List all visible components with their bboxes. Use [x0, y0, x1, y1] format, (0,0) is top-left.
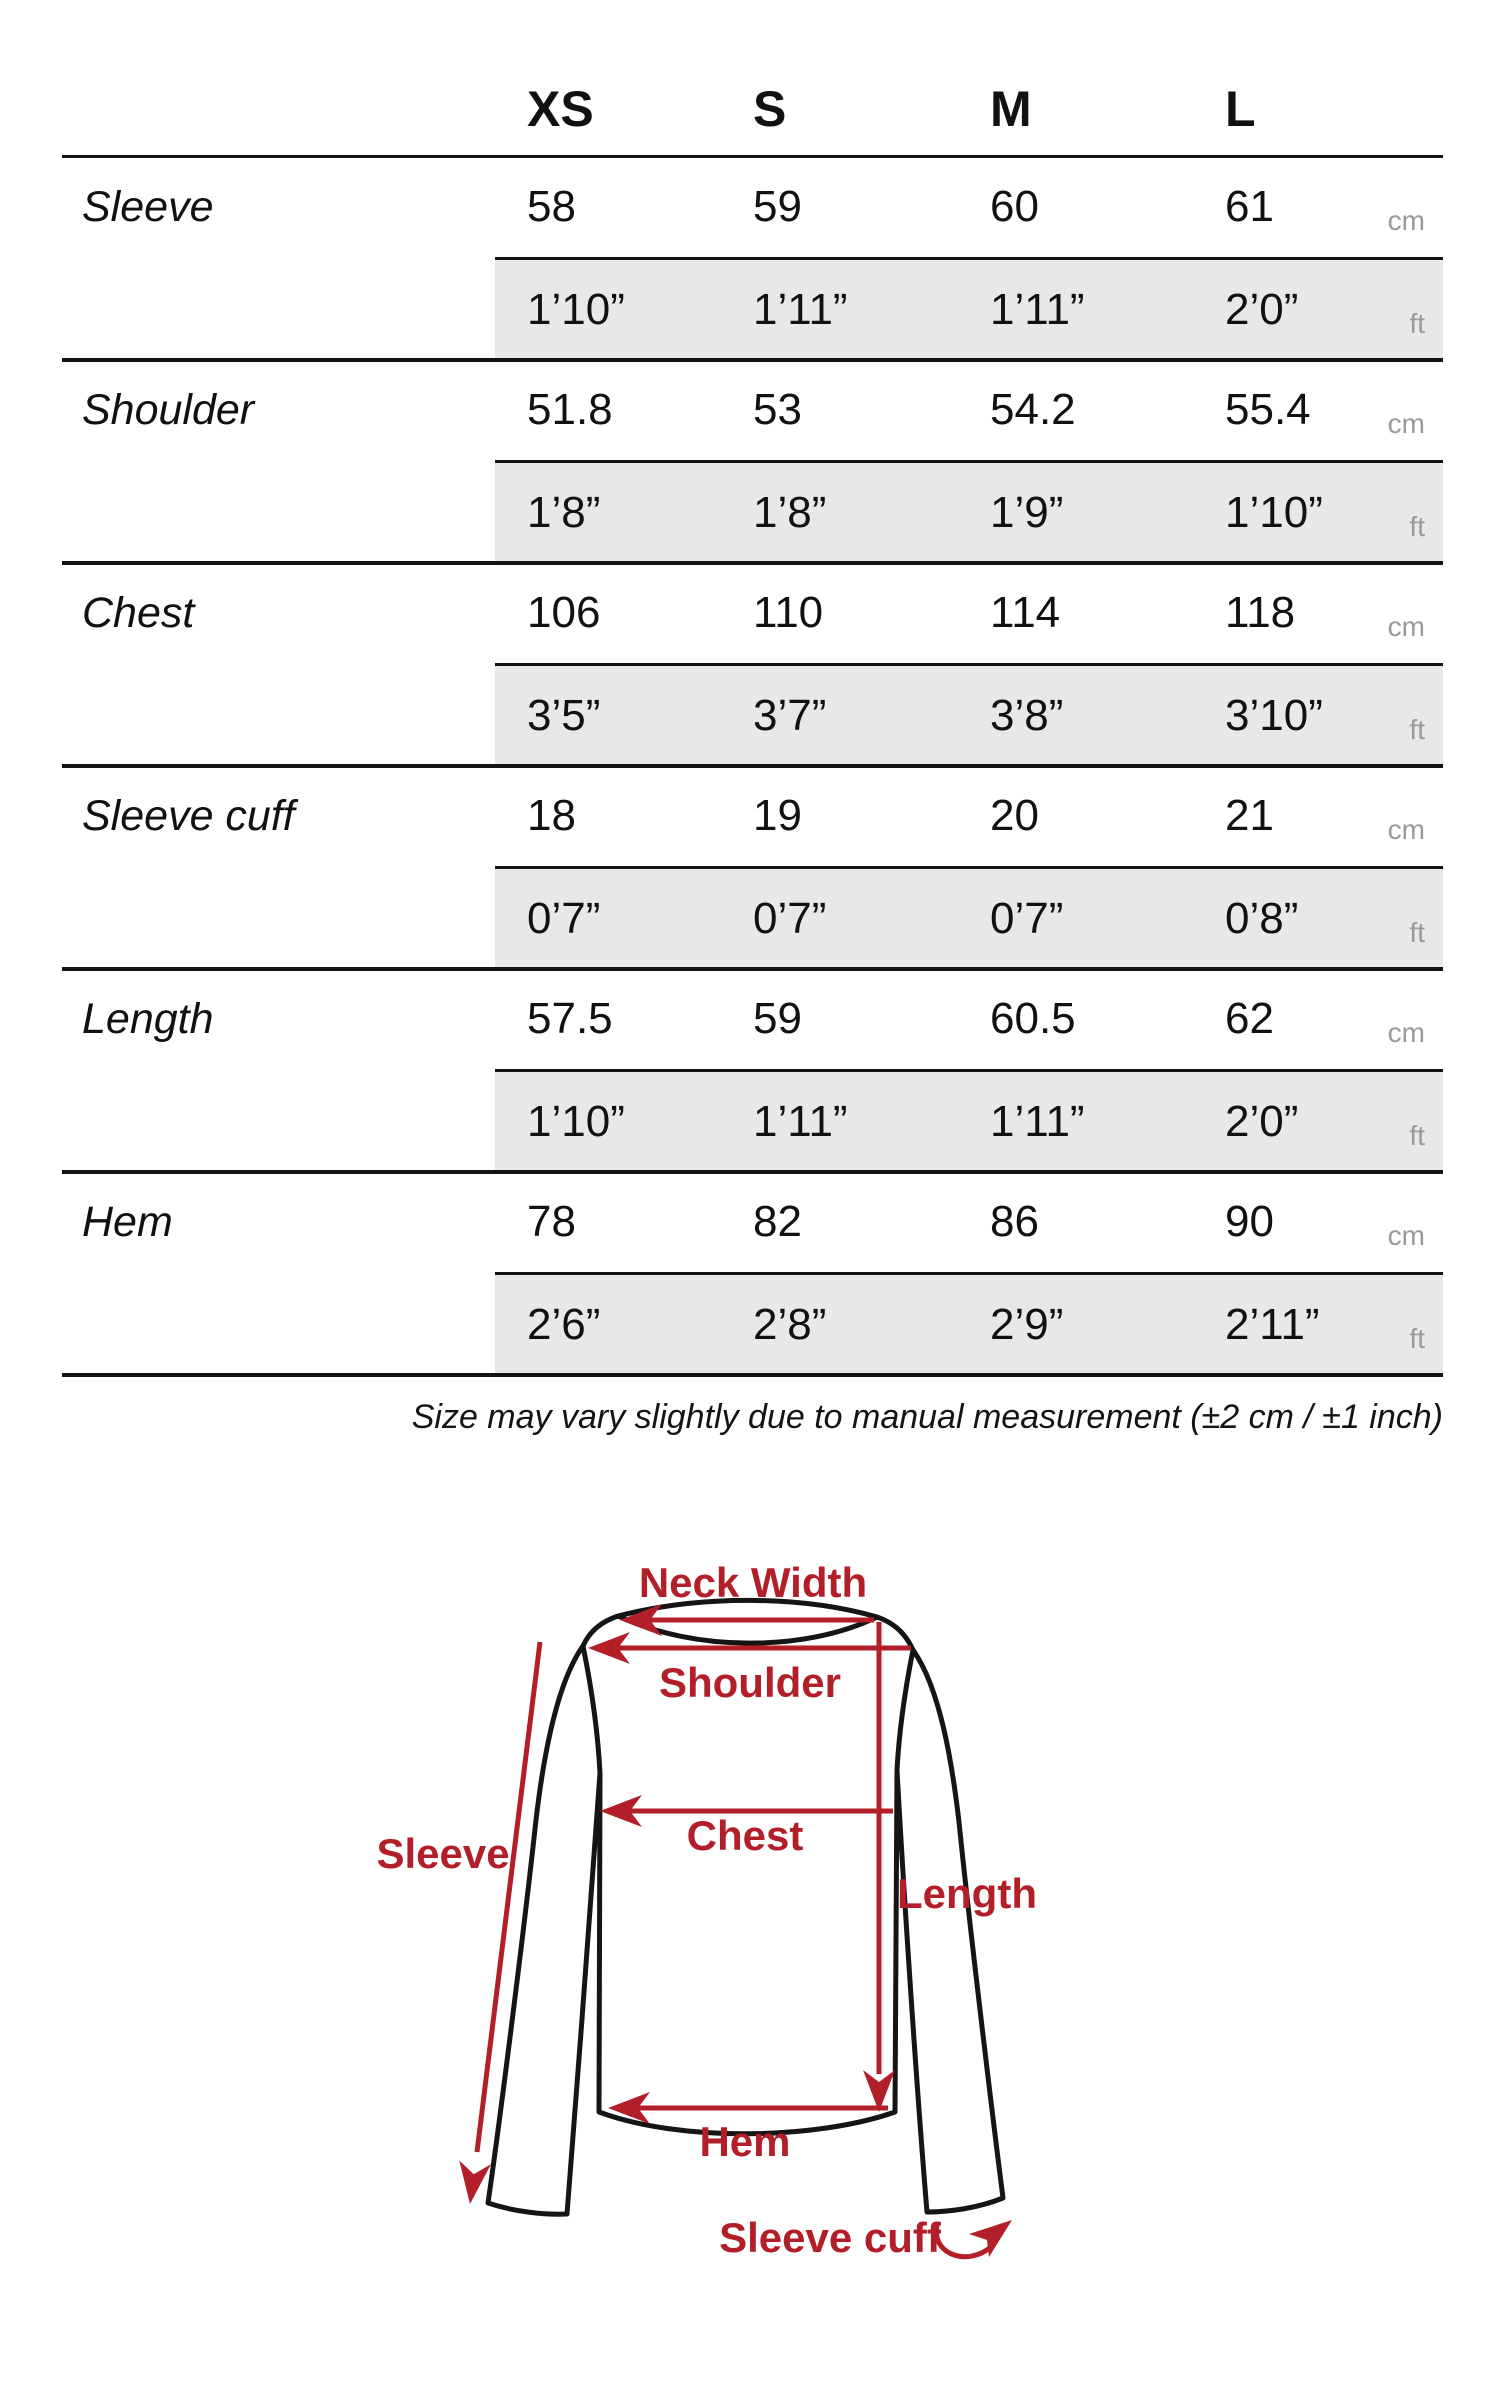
unit-cm: cm [1387, 611, 1425, 642]
cm-value-m: 86 [990, 1197, 1039, 1246]
table-row-sleeve [0, 157, 1500, 360]
hem-label: Hem [699, 2118, 791, 2165]
unit-ft: ft [1409, 1120, 1425, 1151]
cm-value-l: 62 [1225, 994, 1274, 1043]
ft-value-m: 1’11” [990, 1097, 1085, 1146]
ft-value-l: 3’10” [1225, 691, 1323, 740]
row-label: Sleeve cuff [82, 792, 295, 840]
ft-value-l: 2’0” [1225, 285, 1299, 334]
ft-value-l: 0’8” [1225, 894, 1299, 943]
ft-value-s: 0’7” [753, 894, 827, 943]
cm-value-m: 60.5 [990, 994, 1076, 1043]
table-row-hem [0, 1172, 1500, 1375]
cm-value-xs: 58 [527, 182, 576, 231]
ft-value-m: 1’9” [990, 488, 1064, 537]
unit-ft: ft [1409, 511, 1425, 542]
unit-ft: ft [1409, 917, 1425, 948]
ft-value-s: 2’8” [753, 1300, 827, 1349]
cm-value-l: 55.4 [1225, 385, 1311, 434]
ft-value-xs: 1’10” [527, 285, 625, 334]
ft-value-l: 1’10” [1225, 488, 1323, 537]
length-label: Length [897, 1870, 1037, 1917]
table-bottom-divider [62, 1373, 1443, 1377]
sleeve-label: Sleeve [376, 1830, 510, 1877]
chest-label: Chest [686, 1812, 804, 1859]
size-header-s: S [753, 81, 787, 137]
ft-value-xs: 3’5” [527, 691, 601, 740]
table-row-chest [0, 563, 1500, 766]
size-header-m: M [990, 81, 1032, 137]
table-row-sleeve-cuff [0, 766, 1500, 969]
ft-value-xs: 0’7” [527, 894, 601, 943]
unit-cm: cm [1387, 814, 1425, 845]
ft-value-xs: 2’6” [527, 1300, 601, 1349]
ft-value-xs: 1’8” [527, 488, 601, 537]
cm-value-l: 90 [1225, 1197, 1274, 1246]
ft-value-m: 1’11” [990, 285, 1085, 334]
ft-value-s: 1’8” [753, 488, 827, 537]
garment-measurement-diagram [350, 1540, 1150, 2400]
unit-ft: ft [1409, 1323, 1425, 1354]
cm-value-m: 60 [990, 182, 1039, 231]
unit-cm: cm [1387, 1220, 1425, 1251]
ft-value-m: 0’7” [990, 894, 1064, 943]
unit-cm: cm [1387, 1017, 1425, 1048]
unit-ft: ft [1409, 714, 1425, 745]
table-row-shoulder [0, 360, 1500, 563]
ft-value-m: 3’8” [990, 691, 1064, 740]
ft-value-m: 2’9” [990, 1300, 1064, 1349]
cm-value-xs: 57.5 [527, 994, 613, 1043]
size-header-xs: XS [527, 81, 594, 137]
size-header-l: L [1225, 81, 1256, 137]
cm-value-s: 82 [753, 1197, 802, 1246]
cm-value-l: 61 [1225, 182, 1274, 231]
cm-value-s: 19 [753, 791, 802, 840]
cm-value-m: 54.2 [990, 385, 1076, 434]
ft-value-s: 1’11” [753, 285, 848, 334]
cm-value-xs: 78 [527, 1197, 576, 1246]
ft-value-s: 3’7” [753, 691, 827, 740]
ft-value-l: 2’0” [1225, 1097, 1299, 1146]
measurement-annotations [376, 1559, 1037, 2261]
row-label: Shoulder [82, 386, 255, 434]
measurement-note: Size may vary slightly due to manual measurement (±2 cm / ±1 inch) [411, 1398, 1443, 1436]
sleeve-cuff-arrow [936, 2220, 1012, 2257]
sleeve-cuff-label: Sleeve cuff [719, 2214, 941, 2261]
cm-value-l: 21 [1225, 791, 1274, 840]
ft-value-l: 2’11” [1225, 1300, 1320, 1349]
neck-width-label: Neck Width [638, 1559, 868, 1606]
cm-value-s: 110 [753, 588, 824, 637]
row-label: Length [82, 995, 214, 1043]
unit-cm: cm [1387, 205, 1425, 236]
ft-value-xs: 1’10” [527, 1097, 625, 1146]
arrowhead-curved-icon [969, 2220, 1012, 2257]
cm-value-s: 59 [753, 182, 802, 231]
shoulder-label: Shoulder [658, 1659, 842, 1706]
unit-cm: cm [1387, 408, 1425, 439]
ft-value-s: 1’11” [753, 1097, 848, 1146]
unit-ft: ft [1409, 308, 1425, 339]
arrowhead-down-icon [454, 2160, 491, 2206]
row-label: Sleeve [82, 183, 214, 231]
cm-value-xs: 51.8 [527, 385, 613, 434]
cm-value-s: 53 [753, 385, 802, 434]
row-label: Chest [82, 589, 195, 637]
cm-value-s: 59 [753, 994, 802, 1043]
cm-value-xs: 106 [527, 588, 601, 637]
length-arrow [863, 1622, 895, 2112]
cm-value-m: 114 [990, 588, 1061, 637]
cm-value-l: 118 [1225, 588, 1296, 637]
table-row-length [0, 969, 1500, 1172]
cm-value-m: 20 [990, 791, 1039, 840]
cm-value-xs: 18 [527, 791, 576, 840]
row-label: Hem [82, 1198, 173, 1246]
